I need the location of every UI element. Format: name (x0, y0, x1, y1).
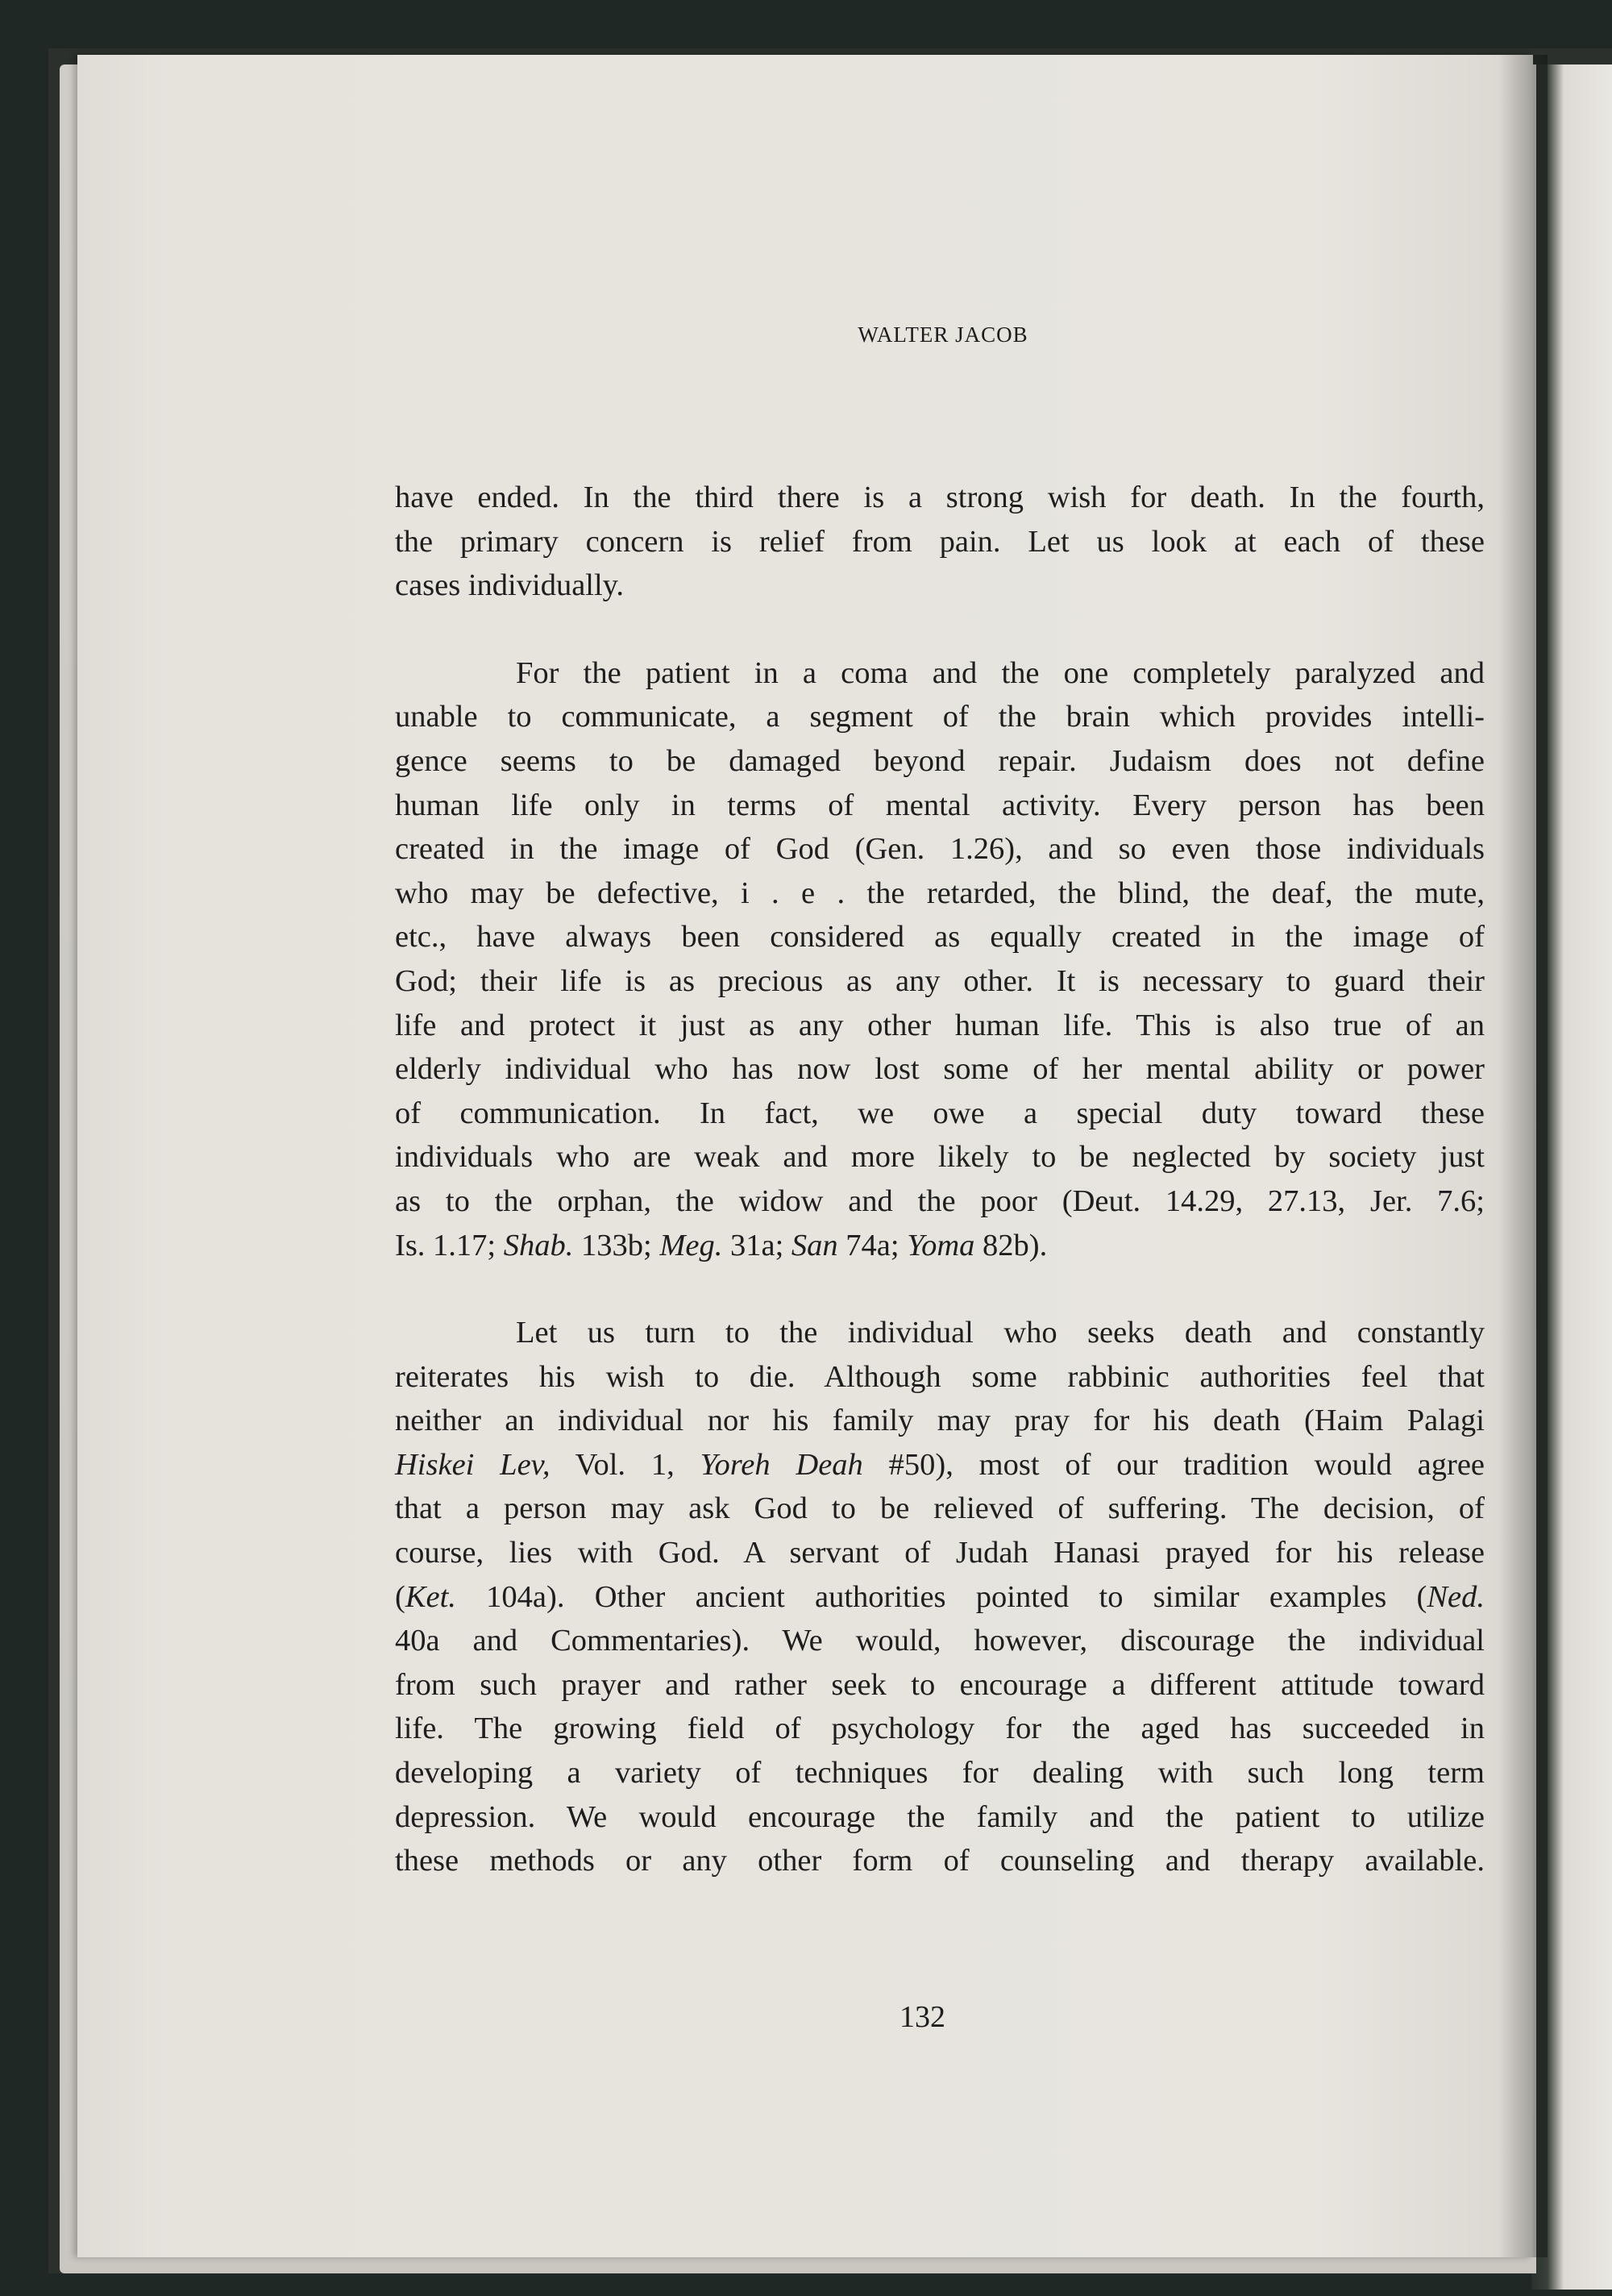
text-line (395, 1224, 1485, 1268)
text-line: who may be defective, i . e . the retarded, the blind, the deaf, the mute, (395, 876, 1485, 910)
text-line (395, 1575, 1485, 1620)
text-line: etc., have always been considered as equally created in the image of (395, 920, 1485, 955)
text-run: 74a; (837, 1228, 908, 1262)
text-run: Is. 1.17; (395, 1228, 504, 1262)
text-run: ( (395, 1579, 405, 1614)
citation-italic: Meg. (659, 1228, 723, 1262)
text-run: #50), most of our tradition would agree (862, 1447, 1485, 1482)
text-line: reiterates his wish to die. Although some rabbinic authorities feel that (395, 1359, 1485, 1394)
text-line: individuals who are weak and more likely to be neglected by society just (395, 1140, 1485, 1175)
citation-italic: Yoma (907, 1228, 975, 1262)
text-line: course, lies with God. A servant of Judah Hanasi prayed for his release (395, 1536, 1485, 1570)
text-run: Vol. 1, (550, 1447, 700, 1482)
text-line: depression. We would encourage the family and the patient to utilize (395, 1799, 1485, 1834)
paragraph-1 (395, 476, 1485, 608)
text-line (395, 1443, 1485, 1487)
citation-italic: San (791, 1228, 838, 1262)
citation-italic: Shab. (503, 1228, 574, 1262)
text-line: cases individually. (395, 568, 625, 603)
text-run: 104a). Other ancient authorities pointed to similar examples ( (455, 1579, 1427, 1614)
page-number: 132 (899, 2000, 945, 2034)
text-run: 133b; (573, 1228, 660, 1262)
text-line: unable to communicate, a segment of the brain which provides intelli- (395, 700, 1485, 734)
running-head-text: WALTER JACOB (858, 322, 1028, 347)
text-line: from such prayer and rather seek to encourage a different attitude toward (395, 1667, 1485, 1702)
text-line: the primary concern is relief from pain. Let us look at each of these (395, 524, 1485, 559)
citation-italic: Ned. (1427, 1579, 1485, 1614)
text-line: that a person may ask God to be relieved of suffering. The decision, of (395, 1491, 1485, 1526)
text-line: God; their life is as precious as any other. It is necessary to guard their (395, 963, 1485, 998)
text-run: 82b). (974, 1228, 1048, 1262)
text-line: 40a and Commentaries). We would, however, discourage the individual (395, 1624, 1485, 1658)
text-line: human life only in terms of mental activity. Every person has been (395, 788, 1485, 822)
text-line: neither an individual nor his family may pray for his death (Haim Palagi (395, 1404, 1485, 1438)
text-line: life and protect it just as any other human life. This is also true of an (395, 1008, 1485, 1042)
text-line: of communication. In fact, we owe a special duty toward these (395, 1096, 1485, 1130)
text-line: Let us turn to the individual who seeks death and constantly (516, 1316, 1485, 1350)
text-line: created in the image of God (Gen. 1.26), and so even those individuals (395, 832, 1485, 867)
running-head (0, 322, 1612, 347)
citation-italic: Ket. (405, 1579, 456, 1614)
text-line: developing a variety of techniques for dealing with such long term (395, 1756, 1485, 1791)
text-line: life. The growing field of psychology for the aged has succeeded in (395, 1712, 1485, 1746)
paragraph-3 (395, 1311, 1485, 1883)
text-line: have ended. In the third there is a strong wish for death. In the fourth, (395, 480, 1485, 514)
text-line: gence seems to be damaged beyond repair. Judaism does not define (395, 743, 1485, 778)
text-line: For the patient in a coma and the one completely paralyzed and (516, 655, 1485, 690)
text-line: these methods or any other form of counseling and therapy available. (395, 1844, 1485, 1878)
citation-italic: Hiskei Lev, (395, 1447, 550, 1482)
text-run: 31a; (722, 1228, 791, 1262)
body-text (395, 476, 1485, 1883)
text-line: as to the orphan, the widow and the poor (Deut. 14.29, 27.13, Jer. 7.6; (395, 1183, 1485, 1218)
text-line: elderly individual who has now lost some of her mental ability or power (395, 1052, 1485, 1087)
paragraph-2 (395, 651, 1485, 1267)
citation-italic: Yoreh Deah (700, 1447, 863, 1482)
page-gutter-shadow (1499, 55, 1548, 2257)
